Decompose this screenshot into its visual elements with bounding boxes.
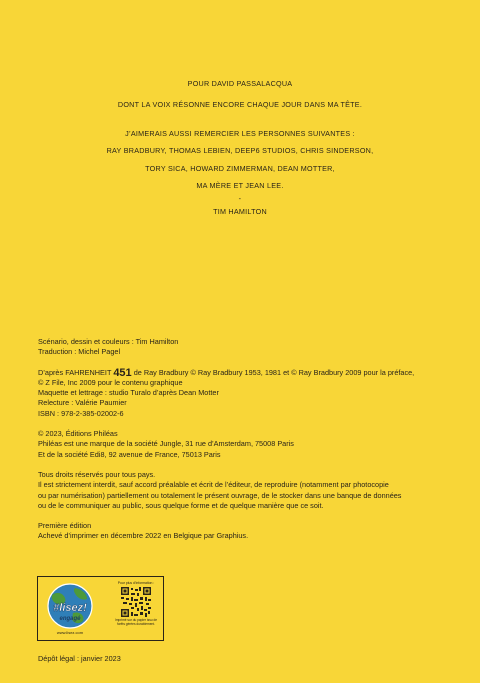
dedication-line-5: TORY SICA, HOWARD ZIMMERMAN, DEAN MOTTER,	[145, 163, 335, 173]
credit-translation: Traduction : Michel Pagel	[38, 347, 121, 357]
source-title-word: FAHRENHEIT	[65, 367, 112, 377]
printed-line: Achevé d’imprimer en décembre 2022 en Belgique par Graphius.	[38, 531, 249, 541]
qr-code-icon	[121, 587, 151, 617]
credit-scenario: Scénario, dessin et couleurs : Tim Hamilton	[38, 337, 179, 346]
publisher-line-1: Philéas est une marque de la société Jungle, 31 rue d’Amsterdam, 75008 Paris	[38, 439, 294, 449]
rights-line-4: ou de le communiquer au public, sous quelque forme et de quelque manière que ce soit.	[38, 500, 324, 510]
publisher-line-2: Et de la société Edi8, 92 avenue de France, 75013 Paris	[38, 449, 221, 459]
qr-footer: Imprimé sur du papier issu de forêts gérées durablement.	[115, 618, 157, 626]
source-prefix: D’après	[38, 367, 64, 377]
qr-caption: Pour plus d’information :	[117, 581, 155, 585]
credits-block	[38, 337, 458, 542]
dedication-separator: -	[238, 194, 242, 204]
credit-isbn: ISBN : 978-2-385-02002-6	[38, 408, 124, 418]
logo-text: #lisez!	[53, 602, 87, 614]
credit-zfile: © Z File, Inc 2009 pour le contenu graphique	[38, 377, 183, 387]
source-title-number: 451	[113, 366, 132, 379]
lisez-logo	[43, 581, 98, 636]
dedication-line-3: J’AIMERAIS AUSSI REMERCIER LES PERSONNES SUIVANTES :	[125, 129, 355, 139]
rights-line-3: ou par numérisation) partiellement ou totalement le présent ouvrage, de le stocker dans une banque de données	[38, 490, 402, 500]
dedication-line-2: DONT LA VOIX RÉSONNE ENCORE CHAQUE JOUR DANS MA TÊTE.	[117, 100, 363, 109]
qr-section	[111, 581, 161, 627]
logo-url: www.lisez.com	[56, 630, 84, 635]
dedication-line-1: POUR DAVID PASSALACQUA	[187, 79, 293, 88]
credit-proofreading: Relecture : Valérie Paumier	[38, 398, 127, 408]
dedication-line-4: RAY BRADBURY, THOMAS LEBIEN, DEEP6 STUDIOS, CHRIS SINDERSON,	[106, 146, 374, 156]
source-rest: de Ray Bradbury © Ray Bradbury 1953, 1981 et © Ray Bradbury 2009 pour la préface,	[133, 367, 415, 377]
edition-line: Première édition	[38, 521, 92, 531]
publisher-copyright: © 2023, Éditions Philéas	[38, 429, 118, 439]
rights-line-2: Il est strictement interdit, sauf accord préalable et écrit de l’éditeur, de reproduire (notamment par photocopie	[38, 480, 389, 490]
lisez-engage-badge	[37, 576, 164, 641]
dedication-line-6: MA MÈRE ET JEAN LEE.	[196, 180, 284, 190]
credit-layout: Maquette et lettrage : studio Turalo d’après Dean Motter	[38, 388, 219, 398]
dedication-signature: TIM HAMILTON	[213, 207, 267, 217]
legal-deposit: Dépôt légal : janvier 2023	[38, 654, 121, 663]
rights-line-1: Tous droits réservés pour tous pays.	[38, 469, 156, 479]
credit-source-work	[38, 368, 458, 378]
logo-sub: engagé	[59, 616, 81, 622]
dedication	[0, 80, 480, 215]
